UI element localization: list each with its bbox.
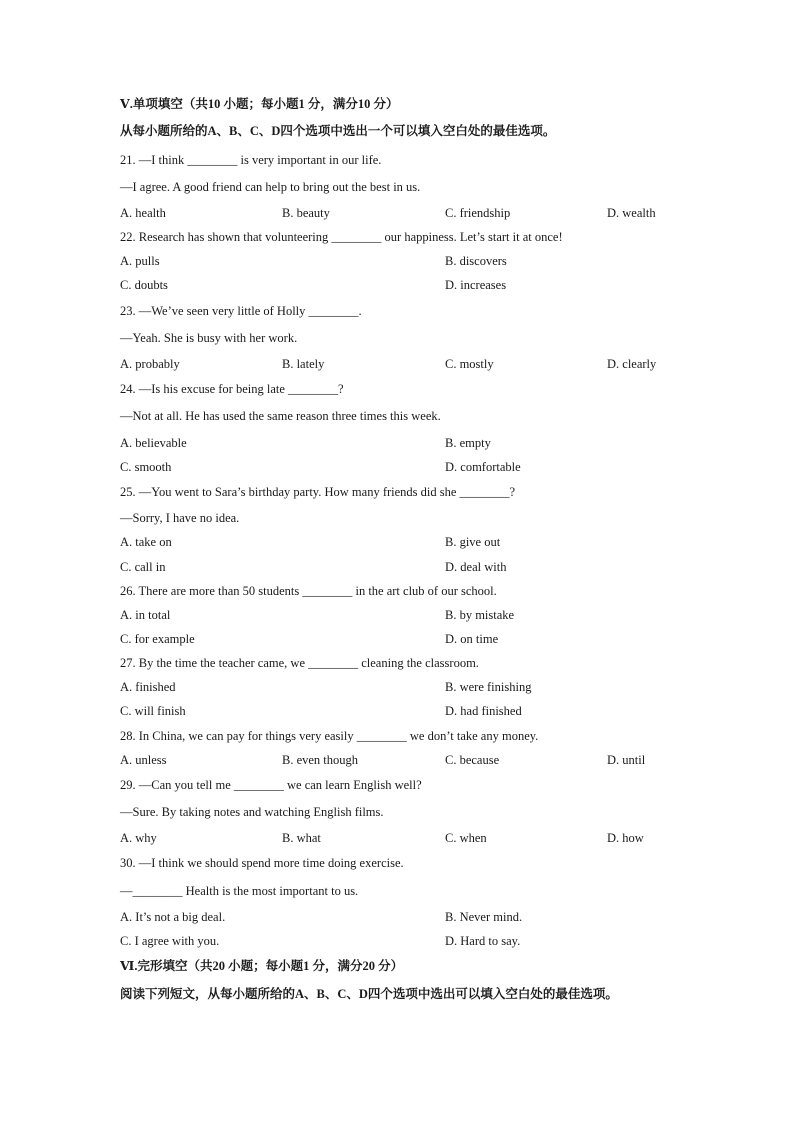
question-29-option-a: A. why: [120, 831, 157, 845]
question-28-option-b: B. even though: [282, 753, 359, 767]
question-30-option-a: A. It’s not a big deal.: [120, 910, 226, 924]
question-28-option-a: A. unless: [120, 753, 167, 767]
question-24-stem: 24. —Is his excuse for being late ________?: [120, 382, 344, 396]
question-22-option-b: B. discovers: [445, 254, 507, 268]
question-30-reply: —________ Health is the most important to us.: [120, 884, 359, 898]
question-24-reply: —Not at all. He has used the same reason three times this week.: [120, 409, 441, 423]
question-25-reply: —Sorry, I have no idea.: [120, 511, 240, 525]
question-27-option-b: B. were finishing: [445, 680, 532, 694]
question-23-option-a: A. probably: [120, 357, 180, 371]
question-23-option-d: D. clearly: [607, 357, 657, 371]
question-27-option-d: D. had finished: [445, 704, 522, 718]
question-22-option-c: C. doubts: [120, 278, 168, 292]
question-26-option-a: A. in total: [120, 608, 171, 622]
question-22-stem: 22. Research has shown that volunteering ________ our happiness. Let’s start it at once!: [120, 230, 563, 244]
question-21-option-d: D. wealth: [607, 206, 656, 220]
question-30-option-b: B. Never mind.: [445, 910, 523, 924]
question-21-stem: 21. —I think ________ is very important in our life.: [120, 153, 382, 167]
question-21-option-b: B. beauty: [282, 206, 330, 220]
question-28-option-c: C. because: [445, 753, 500, 767]
question-25-option-d: D. deal with: [445, 560, 507, 574]
question-25-option-a: A. take on: [120, 535, 172, 549]
question-24-option-b: B. empty: [445, 436, 491, 450]
question-25-option-b: B. give out: [445, 535, 501, 549]
question-24-option-c: C. smooth: [120, 460, 172, 474]
section-5-instruction: 从每小题所给的A、B、C、D四个选项中选出一个可以填入空白处的最佳选项。: [120, 124, 556, 138]
question-26-option-d: D. on time: [445, 632, 499, 646]
question-29-option-d: D. how: [607, 831, 644, 845]
question-29-reply: —Sure. By taking notes and watching English films.: [120, 805, 384, 819]
question-22-option-a: A. pulls: [120, 254, 160, 268]
section-5-title: Ⅴ.单项填空（共10 小题；每小题1 分，满分10 分）: [120, 97, 399, 111]
question-29-option-b: B. what: [282, 831, 321, 845]
question-30-stem: 30. —I think we should spend more time doing exercise.: [120, 856, 404, 870]
question-28-stem: 28. In China, we can pay for things very easily ________ we don’t take any money.: [120, 729, 539, 743]
question-25-option-c: C. call in: [120, 560, 166, 574]
question-23-option-c: C. mostly: [445, 357, 494, 371]
question-21-option-a: A. health: [120, 206, 166, 220]
question-21-option-c: C. friendship: [445, 206, 511, 220]
question-26-option-c: C. for example: [120, 632, 195, 646]
question-30-option-c: C. I agree with you.: [120, 934, 220, 948]
question-28-option-d: D. until: [607, 753, 646, 767]
question-26-option-b: B. by mistake: [445, 608, 515, 622]
question-27-option-a: A. finished: [120, 680, 176, 694]
question-29-option-c: C. when: [445, 831, 487, 845]
question-25-stem: 25. —You went to Sara’s birthday party. How many friends did she ________?: [120, 485, 516, 499]
question-24-option-d: D. comfortable: [445, 460, 521, 474]
question-24-option-a: A. believable: [120, 436, 187, 450]
question-27-option-c: C. will finish: [120, 704, 186, 718]
section-6-instruction: 阅读下列短文，从每小题所给的A、B、C、D四个选项中选出可以填入空白处的最佳选项。: [120, 987, 618, 1001]
question-21-reply: —I agree. A good friend can help to bring out the best in us.: [120, 180, 421, 194]
question-29-stem: 29. —Can you tell me ________ we can learn English well?: [120, 778, 422, 792]
question-23-reply: —Yeah. She is busy with her work.: [120, 331, 298, 345]
question-26-stem: 26. There are more than 50 students ________ in the art club of our school.: [120, 584, 497, 598]
question-22-option-d: D. increases: [445, 278, 507, 292]
question-23-option-b: B. lately: [282, 357, 325, 371]
question-30-option-d: D. Hard to say.: [445, 934, 521, 948]
section-6-title: Ⅵ.完形填空（共20 小题；每小题1 分，满分20 分）: [120, 959, 404, 973]
question-27-stem: 27. By the time the teacher came, we ________ cleaning the classroom.: [120, 656, 479, 670]
question-23-stem: 23. —We’ve seen very little of Holly ________.: [120, 304, 362, 318]
